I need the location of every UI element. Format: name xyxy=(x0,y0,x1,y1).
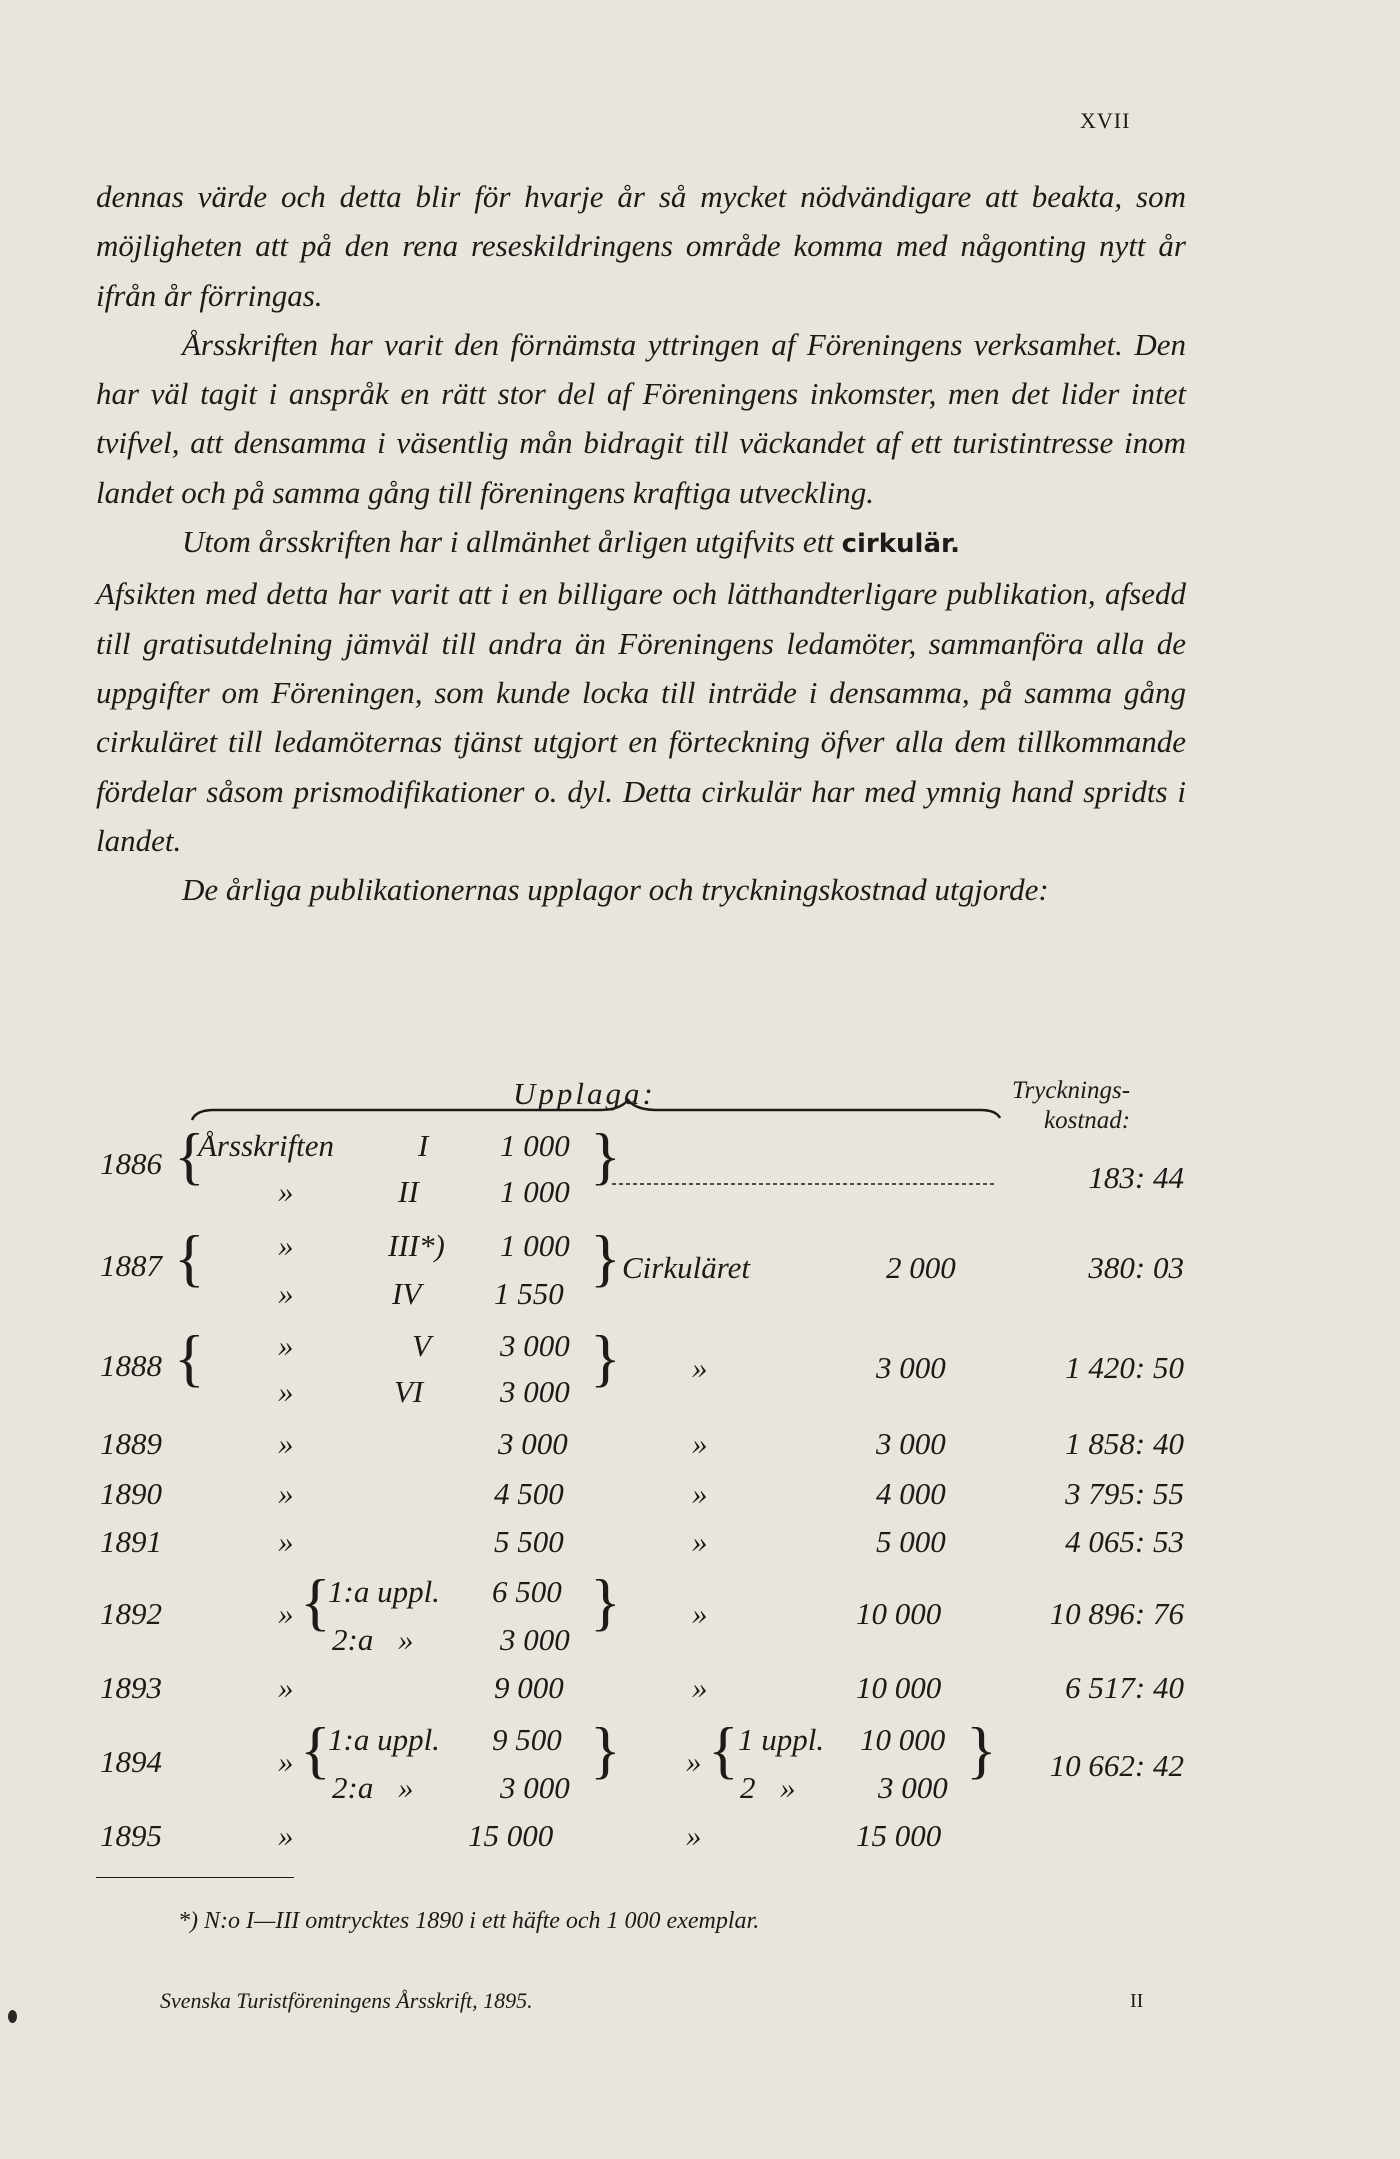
paragraph-1: dennas värde och detta blir för hvarje år så mycket nödvändigare att beakta, som möjligheten att på den rena reseskildringens område komma med någonting nytt år ifrån år förringas. xyxy=(96,179,1186,313)
cost-1886: 183: 44 xyxy=(1088,1160,1184,1195)
ed-1895: 15 000 xyxy=(468,1818,554,1853)
paragraph-5: De årliga publikationernas upplagor och tryckningskostnad utgjorde: xyxy=(182,872,1049,908)
cost-1891: 4 065: 53 xyxy=(1065,1524,1184,1559)
circ-1891: 5 000 xyxy=(876,1524,946,1559)
paragraph-4: Afsikten med detta har varit att i en billigare och lätthandterligare publikation, afsedd till gratisutdelning jämväl till andra än Föreningens ledamöter, sammanföra alla de uppgifter om Föreningen, som kunde locka till inträde i densamma, på samma gång cirkuläret till ledamöternas tjänst utgjort en förteckning öfver alla dem tillkommande fördelar såsom prismodifikationer o. dyl. Detta cirkulär har med ymnig hand spridts i landet. xyxy=(96,576,1186,858)
ed-1891: 5 500 xyxy=(494,1524,564,1559)
year-1889: 1889 xyxy=(100,1426,162,1461)
brace-left-1887: { xyxy=(174,1222,205,1293)
ditto-1892: » xyxy=(278,1596,294,1631)
ditto-1894: » xyxy=(278,1744,294,1779)
circ-ditto-1894: » xyxy=(686,1744,702,1779)
year-1895: 1895 xyxy=(100,1818,162,1853)
brace-left-1894: { xyxy=(300,1714,331,1785)
ditto-1895: » xyxy=(278,1818,294,1853)
brace-left-1888: { xyxy=(174,1322,205,1393)
publications-table xyxy=(0,1064,1400,1864)
upplaga-header: Upplaga: xyxy=(513,1076,656,1111)
ed-label-1892-b: 2:a xyxy=(332,1622,374,1657)
cirkularet-label: Cirkuläret xyxy=(622,1250,751,1285)
brace-right-1894: } xyxy=(590,1714,621,1785)
year-1887: 1887 xyxy=(100,1248,162,1283)
ditto-1887-b: » xyxy=(278,1276,294,1311)
year-1890: 1890 xyxy=(100,1476,162,1511)
circ-1889: 3 000 xyxy=(876,1426,946,1461)
vol-1886-b: II xyxy=(398,1174,419,1209)
brace-left-1892: { xyxy=(300,1566,331,1637)
ditto-1893: » xyxy=(278,1670,294,1705)
circ-label-1894-b: 2 xyxy=(740,1770,756,1805)
brace-right-1894-circ: } xyxy=(966,1714,997,1785)
cost-1894: 10 662: 42 xyxy=(1049,1748,1184,1783)
ditto-1888-b: » xyxy=(278,1374,294,1409)
brace-right-1888: } xyxy=(590,1322,621,1393)
circ-1890: 4 000 xyxy=(876,1476,946,1511)
circ-1887: 2 000 xyxy=(886,1250,956,1285)
circ-ditto-1893: » xyxy=(692,1670,708,1705)
vol-1887-b: IV xyxy=(392,1276,422,1311)
year-1886: 1886 xyxy=(100,1146,162,1181)
ed-1889: 3 000 xyxy=(498,1426,568,1461)
ditto-1891: » xyxy=(278,1524,294,1559)
ed-label-1892-a: 1:a uppl. xyxy=(328,1574,440,1609)
ditto-1889: » xyxy=(278,1426,294,1461)
vol-1888-a: V xyxy=(412,1328,431,1363)
brace-right-1886: } xyxy=(590,1120,621,1191)
circ-ditto-1889: » xyxy=(692,1426,708,1461)
cost-1888: 1 420: 50 xyxy=(1065,1350,1184,1385)
year-1891: 1891 xyxy=(100,1524,162,1559)
cost-1892: 10 896: 76 xyxy=(1049,1596,1184,1631)
cost-header-2: kostnad: xyxy=(1044,1107,1131,1134)
ink-spot xyxy=(8,2010,17,2023)
footnote-rule xyxy=(96,1877,294,1878)
body-text xyxy=(96,172,1186,914)
ditto-1894-b: » xyxy=(398,1770,414,1805)
ed-1888-b: 3 000 xyxy=(500,1374,570,1409)
cirkular-word: cirkulär. xyxy=(841,529,960,560)
ed-1886-b: 1 000 xyxy=(500,1174,570,1209)
circ-ditto-1890: » xyxy=(692,1476,708,1511)
brace-left-1894-circ: { xyxy=(708,1714,739,1785)
circ-ditto-1888: » xyxy=(692,1350,708,1385)
page-number: XVII xyxy=(1080,108,1131,133)
footnote: *) N:o I—III omtrycktes 1890 i ett häfte och 1 000 exemplar. xyxy=(178,1908,760,1934)
ed-1892-a: 6 500 xyxy=(492,1574,562,1609)
ed-1888-a: 3 000 xyxy=(500,1328,570,1363)
ditto-1886: » xyxy=(278,1174,294,1209)
footer-title: Svenska Turistföreningens Årsskrift, 1895. xyxy=(160,1988,533,2013)
paragraph-2: Årsskriften har varit den förnämsta yttringen af Föreningens verksamhet. Den har väl tagit i anspråk en rätt stor del af Föreningens inkomster, men det lider intet tvifvel, att densamma i väsentlig mån bidragit till väckandet af ett turistintresse inom landet och på samma gång till föreningens kraftiga utveckling. xyxy=(96,326,1186,510)
brace-right-1887: } xyxy=(590,1222,621,1293)
cost-1887: 380: 03 xyxy=(1088,1250,1184,1285)
ditto-1892-b: » xyxy=(398,1622,414,1657)
ed-1894-b: 3 000 xyxy=(500,1770,570,1805)
ditto-1890: » xyxy=(278,1476,294,1511)
circ-label-1894-a: 1 uppl. xyxy=(738,1722,825,1757)
circ-1894-a: 10 000 xyxy=(860,1722,946,1757)
circ-ditto-1894-b: » xyxy=(780,1770,796,1805)
cost-1893: 6 517: 40 xyxy=(1065,1670,1184,1705)
ed-1887-a: 1 000 xyxy=(500,1228,570,1263)
year-1892: 1892 xyxy=(100,1596,162,1631)
paragraph-3-text: Utom årsskriften har i allmänhet årligen utgifvits ett xyxy=(182,524,834,560)
ed-1892-b: 3 000 xyxy=(500,1622,570,1657)
brace-left-1886: { xyxy=(174,1120,205,1191)
ed-1894-a: 9 500 xyxy=(492,1722,562,1757)
cost-1889: 1 858: 40 xyxy=(1065,1426,1184,1461)
arsskriften-label: Årsskriften xyxy=(198,1128,335,1163)
ed-1890: 4 500 xyxy=(494,1476,564,1511)
circ-1893: 10 000 xyxy=(856,1670,942,1705)
circ-ditto-1895: » xyxy=(686,1818,702,1853)
circ-1888: 3 000 xyxy=(876,1350,946,1385)
vol-1886-a: I xyxy=(418,1128,429,1163)
ed-1893: 9 000 xyxy=(494,1670,564,1705)
ed-label-1894-b: 2:a xyxy=(332,1770,374,1805)
brace-right-1892: } xyxy=(590,1566,621,1637)
circ-1894-b: 3 000 xyxy=(878,1770,948,1805)
ed-1887-b: 1 550 xyxy=(494,1276,564,1311)
ditto-1888-a: » xyxy=(278,1328,294,1363)
ed-label-1894-a: 1:a uppl. xyxy=(328,1722,440,1757)
circ-1895: 15 000 xyxy=(856,1818,942,1853)
year-1894: 1894 xyxy=(100,1744,162,1779)
ed-1886-a: 1 000 xyxy=(500,1128,570,1163)
circ-1892: 10 000 xyxy=(856,1596,942,1631)
vol-1888-b: VI xyxy=(394,1374,424,1409)
ditto-1887-a: » xyxy=(278,1228,294,1263)
cost-1890: 3 795: 55 xyxy=(1065,1476,1184,1511)
cost-header-1: Trycknings- xyxy=(1012,1077,1131,1104)
signature-mark: II xyxy=(1130,1990,1144,2012)
circ-ditto-1892: » xyxy=(692,1596,708,1631)
circ-ditto-1891: » xyxy=(692,1524,708,1559)
year-1888: 1888 xyxy=(100,1348,162,1383)
paragraph-3 xyxy=(96,517,1186,569)
year-1893: 1893 xyxy=(100,1670,162,1705)
vol-1887-a: III*) xyxy=(388,1228,445,1263)
